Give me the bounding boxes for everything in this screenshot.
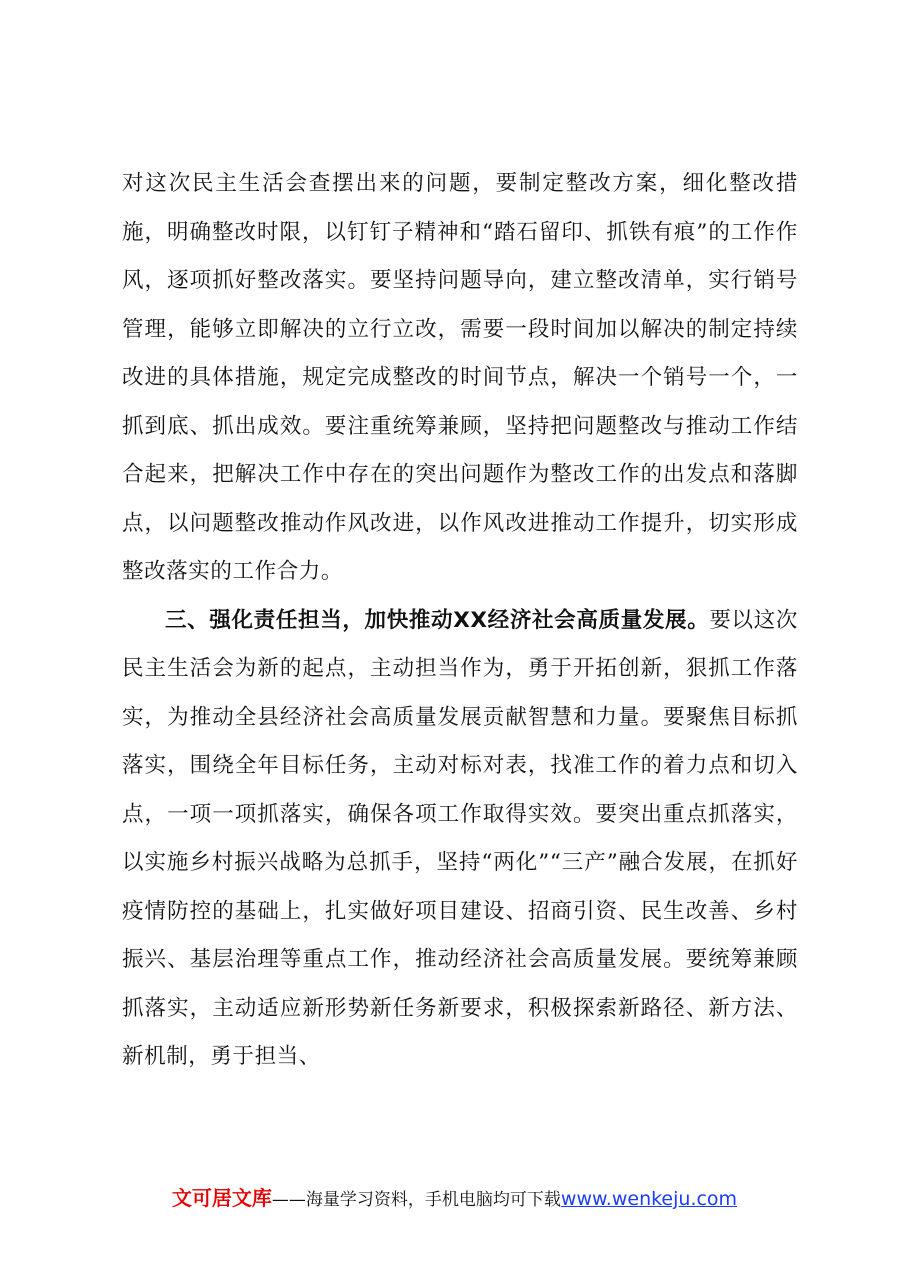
footer-brand: 文可居文库 bbox=[171, 1186, 272, 1210]
paragraph-section-three bbox=[122, 597, 798, 1082]
section-body: 要以这次民主生活会为新的起点，主动担当作为，勇于开拓创新，狠抓工作落实，为推动全县经济社会高质量发展贡献智慧和力量。要聚焦目标抓落实，围绕全年目标任务，主动对标对表，找准工作的着力点和切入点，一项一项抓落实，确保各项工作取得实效。要突出重点抓落实，以实施乡村振兴战略为总抓手，坚持“两化”“三产”融合发展，在抓好疫情防控的基础上，扎实做好项目建设、招商引资、民生改善、乡村振兴、基层治理等重点工作，推动经济社会高质量发展。要统筹兼顾抓落实，主动适应新形势新任务新要求，积极探索新路径、新方法、新机制，勇于担当、 bbox=[122, 607, 799, 1069]
document-body bbox=[122, 160, 798, 1082]
footer-banner bbox=[0, 1182, 909, 1211]
section-heading: 三、强化责任担当，加快推动XX经济社会高质量发展。 bbox=[165, 607, 710, 633]
footer-link[interactable]: www.wenkeju.com bbox=[560, 1188, 738, 1210]
paragraph-continued: 对这次民主生活会查摆出来的问题，要制定整改方案，细化整改措施，明确整改时限，以钉钉子精神和“踏石留印、抓铁有痕”的工作作风，逐项抓好整改落实。要坚持问题导向，建立整改清单，实行销号管理，能够立即解决的立行立改，需要一段时间加以解决的制定持续改进的具体措施，规定完成整改的时间节点，解决一个销号一个，一抓到底、抓出成效。要注重统筹兼顾，坚持把问题整改与推动工作结合起来，把解决工作中存在的突出问题作为整改工作的出发点和落脚点，以问题整改推动作风改进，以作风改进推动工作提升，切实形成整改落实的工作合力。 bbox=[122, 171, 798, 584]
footer-tagline: ——海量学习资料，手机电脑均可下载 bbox=[271, 1190, 561, 1210]
